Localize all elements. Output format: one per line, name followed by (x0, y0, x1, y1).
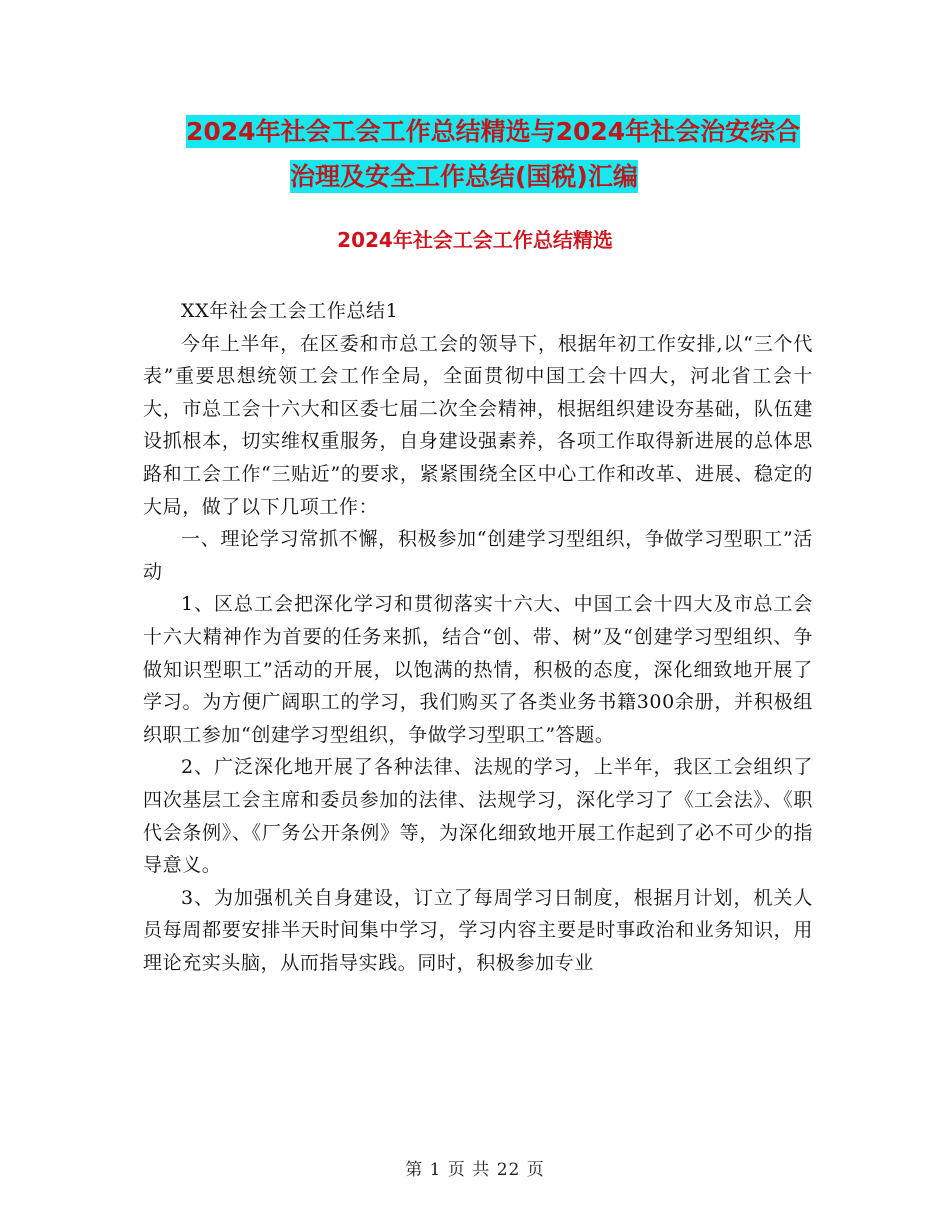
document-title-line-1-text: 2024年社会工会工作总结精选与2024年社会治安综合 (186, 117, 801, 146)
section-title: 2024年社会工会工作总结精选 (337, 228, 613, 252)
document-title-line-2-text: 治理及安全工作总结(国税)汇编 (290, 162, 638, 191)
paragraph: 一、理论学习常抓不懈，积极参加“创建学习型组织，争做学习型职工”活动 (143, 528, 813, 583)
document-title-line-2 (290, 157, 638, 193)
paragraph: 1、区总工会把深化学习和贯彻落实十六大、中国工会十四大及市总工会十六大精神作为首要的任务来抓，结合“创、带、树”及“创建学习型组织、争做知识型职工”活动的开展，以饱满的热情，积极的态度，深化细致地开展了学习。为方便广阔职工的学习，我们购买了各类业务书籍300余册，并积极组织职工参加“创建学习型组织，争做学习型职工”答题。 (143, 593, 813, 746)
document-title-line-1 (186, 112, 800, 148)
paragraph: XX年社会工会工作总结1 (181, 300, 399, 322)
page-footer: 第 1 页 共 22 页 (405, 1160, 545, 1180)
paragraph: 今年上半年，在区委和市总工会的领导下，根据年初工作安排,以“三个代表”重要思想统领工会工作全局，全面贯彻中国工会十四大，河北省工会十大，市总工会十六大和区委七届二次全会精神，根据组织建设夯基础，队伍建设抓根本，切实维权重服务，自身建设强素养，各项工作取得新进展的总体思路和工会工作“三贴近”的要求，紧紧围绕全区中心工作和改革、进展、稳定的大局，做了以下几项工作： (143, 332, 813, 518)
paragraph: 2、广泛深化地开展了各种法律、法规的学习，上半年，我区工会组织了四次基层工会主席和委员参加的法律、法规学习，深化学习了《工会法》、《职代会条例》、《厂务公开条例》等，为深化细致地开展工作起到了必不可少的指导意义。 (143, 756, 813, 877)
paragraph: 3、为加强机关自身建设，订立了每周学习日制度，根据月计划，机关人员每周都要安排半天时间集中学习，学习内容主要是时事政治和业务知识，用理论充实头脑，从而指导实践。同时，积极参加专业 (143, 886, 813, 974)
document-body (143, 295, 813, 979)
